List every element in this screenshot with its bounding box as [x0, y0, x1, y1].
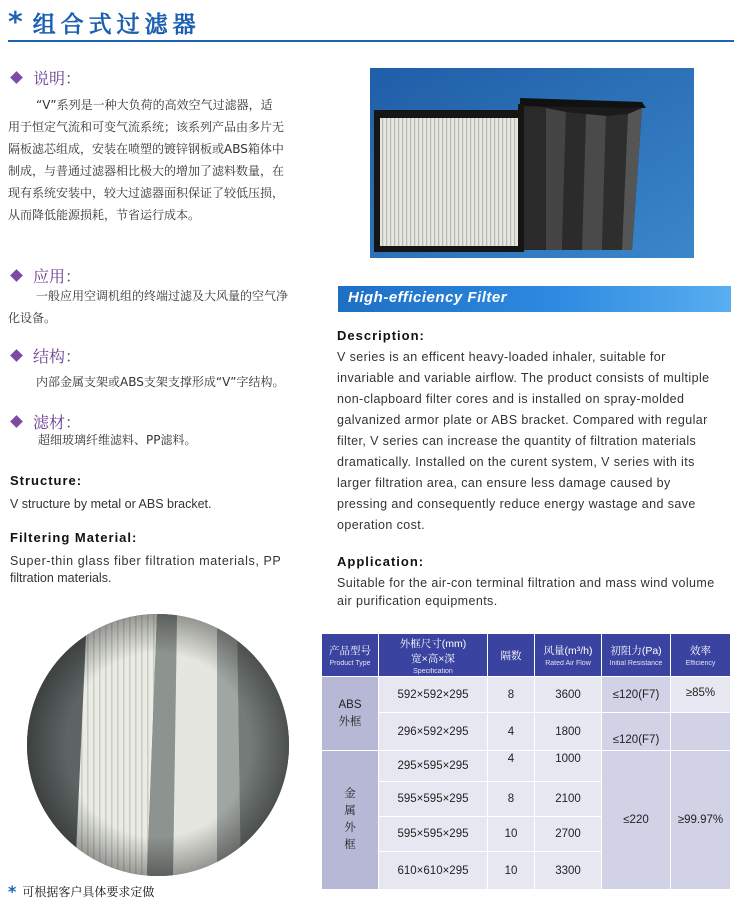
description-body: V series is an efficent heavy-loaded inhaler, suitable for invariable and variable airflow. The product consists of multiple non-clapboard filter cores and is installed on spray-molded galvanized armor plate or ABS bracket. Compared with regular filter, V series can increase the quantity of filtration materials dramatically. Installed on the curent system, V series with its larger filtration area, can ensure less damage caused by pressing and consequently reduce energy wastage and save operation cost.	[337, 350, 710, 532]
col-header-type: 产品型号 Product Type	[322, 634, 379, 677]
application-body-cn: 一般应用空调机组的终端过滤及大风量的空气净 化设备。	[8, 289, 289, 325]
diamond-bullet-icon	[10, 415, 23, 428]
product-banner	[338, 286, 731, 312]
abs-efficiency-cell: ≥85%	[671, 677, 731, 713]
diamond-bullet-icon	[10, 71, 23, 84]
col-header-efficiency: 效率 Efficiency	[671, 634, 731, 677]
structure-en-heading: Structure:	[10, 473, 83, 488]
structure-en-body: V structure by metal or ABS bracket.	[10, 497, 212, 511]
diamond-bullet-icon	[10, 349, 23, 362]
table-row: 金 属 外 框 295×595×295 4 1000 ≤220 ≥99.97%	[322, 751, 731, 782]
col-header-flow: 风量(m³/h) Rated Air Flow	[535, 634, 602, 677]
filter-media-illustration	[27, 614, 289, 876]
table-row: 595×595×295 10 2700	[322, 817, 731, 852]
diamond-bullet-icon	[10, 269, 23, 282]
section-material-heading: 滤材：	[8, 410, 81, 433]
table-row: 595×595×295 8 2100	[322, 782, 731, 817]
page-title	[8, 6, 201, 38]
title-divider	[8, 40, 734, 42]
footer-note-text: 可根据客户具体要求定做	[22, 885, 155, 899]
metal-efficiency-cell: ≥99.97%	[671, 751, 731, 890]
spec-table	[321, 633, 731, 890]
material-en-heading: Filtering Material:	[10, 530, 138, 545]
section-structure-heading: 结构：	[8, 344, 81, 367]
v-filter-product-photo	[370, 68, 694, 258]
col-header-count: 隔数	[488, 634, 535, 677]
footer-note	[8, 882, 154, 901]
table-row: ABS 外框 592×592×295 8 3600 ≤120(F7) ≥85%	[322, 677, 731, 713]
material-body-cn: 超细玻璃纤维滤料、PP滤料。	[38, 433, 197, 447]
metal-type-cell: 金 属 外 框	[322, 751, 379, 890]
col-header-resistance: 初阻力(Pa) Initial Resistance	[602, 634, 671, 677]
title-star-icon: *	[8, 5, 23, 38]
table-header-row	[322, 634, 731, 677]
footer-star-icon: *	[8, 882, 17, 901]
material-en-body: Super-thin glass fiber filtration materials, PP filtration materials.	[10, 554, 282, 585]
table-row: 296×592×295 4 1800 ≤120(F7)	[322, 713, 731, 751]
metal-resistance-cell: ≤220	[602, 751, 671, 890]
section-application-heading: 应用：	[8, 264, 81, 287]
table-row: 610×610×295 10 3300	[322, 852, 731, 890]
abs-type-cell: ABS 外框	[322, 677, 379, 751]
application-body: Suitable for the air-con terminal filtration and mass wind volume air purification equipments.	[337, 576, 715, 608]
filter-media-closeup-photo	[27, 614, 289, 876]
section-intro-heading: 说明：	[8, 66, 81, 89]
col-header-spec: 外框尺寸(mm) 宽×高×深 Specification	[379, 634, 488, 677]
description-heading: Description:	[337, 328, 425, 343]
structure-body-cn: 内部金属支架或ABS支架支撑形成“V”字结构。	[36, 375, 285, 389]
v-filter-illustration	[370, 68, 694, 258]
application-heading: Application:	[337, 554, 425, 569]
intro-body: “V”系列是一种大负荷的高效空气过滤器，适 用于恒定气流和可变气流系统；该系列产品由多片无 隔板滤芯组成，安装在喷塑的镀锌钢板或ABS箱体中 制成，与普通过滤器相比极大的增加了滤料数量，在 现有系统安装中，较大过滤器面积保证了较低压损， 从而降低能源损耗，节省运行成本。	[8, 98, 285, 222]
banner-title: High-efficiency Filter	[348, 289, 508, 306]
page-title-text: 组合式过滤器	[32, 11, 201, 38]
